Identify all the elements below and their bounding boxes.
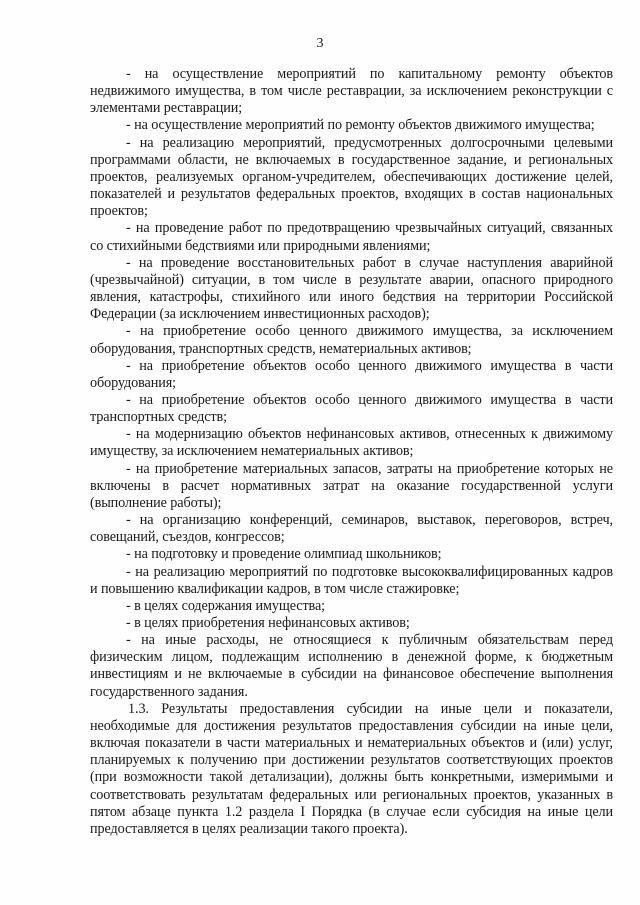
list-item-nonfinancial-assets: - в целях приобретения нефинансовых активов; — [126, 615, 410, 631]
list-item-emergency-prevention: - на проведение работ по предотвращению чрезвычайных ситуаций, связанных со стихийными бедствиями или природными явлениями; — [90, 220, 613, 254]
list-item-movable-repair: - на осуществление мероприятий по ремонту объектов движимого имущества; — [126, 117, 595, 134]
list-item-conferences: - на организацию конференций, семинаров, выставок, переговоров, встреч, совещаний, съездов, конгрессов; — [90, 512, 613, 546]
list-item-other-expenses: - на иные расходы, не относящиеся к публичным обязательствам перед физическим лицом, подлежащим исполнению в денежной форме, к бюджетным инвестициям и не включаемые в субсидии на финансовое обеспечение выполнения государственного задания. — [90, 632, 613, 700]
section-1-3-paragraph: 1.3. Результаты предоставления субсидии на иные цели и показатели, необходимые для достижения результатов предоставления субсидии на иные цели, включая показатели в части материальных и нематериальных объектов и (или) услуг, планируемых к получению при достижении результатов соответствующих проектов (при возможности такой детализации), должны быть конкретными, измеримыми и соответствовать результатам федеральных или региональных проектов, указанных в пятом абзаце пункта 1.2 раздела I Порядка (в случае если субсидия на иные цели предоставляется в целях реализации такого проекта). — [90, 700, 613, 837]
list-item-olympiads: - на подготовку и проведение олимпиад школьников; — [126, 546, 442, 563]
list-item-staff-training: - на реализацию мероприятий по подготовке высококвалифицированных кадров и повышению квалификации кадров, в том числе стажировке; — [90, 563, 613, 597]
list-item-capital-repair: - на осуществление мероприятий по капитальному ремонту объектов недвижимого имущества, в том числе реставрации, за исключением реконструкции с элементами реставрации; — [90, 66, 613, 117]
list-item-restoration-works: - на проведение восстановительных работ в случае наступления аварийной (чрезвычайной) ситуации, в том числе в результате аварии, опасного природного явления, катастрофы, стихийного или иного бедствия на территории Российской Федерации (за исключением инвестиционных расходов); — [90, 254, 613, 323]
list-item-vehicles: - на приобретение объектов особо ценного движимого имущества в части транспортных средств; — [90, 391, 613, 426]
document-body — [90, 66, 613, 838]
list-item-valuable-property: - на приобретение особо ценного движимого имущества, за исключением оборудования, транспортных средств, нематериальных активов; — [90, 323, 613, 357]
list-item-material-stocks: - на приобретение материальных запасов, затраты на приобретение которых не включены в расчет нормативных затрат на оказание государственной услуги (выполнение работы); — [90, 460, 613, 511]
list-item-modernization: - на модернизацию объектов нефинансовых активов, отнесенных к движимому имуществу, за исключением нематериальных активов; — [90, 426, 613, 460]
page-number: 3 — [316, 36, 324, 51]
list-item-target-programs: - на реализацию мероприятий, предусмотренных долгосрочными целевыми программами области, не включаемых в государственное задание, и региональных проектов, реализуемых органом-учредителем, обеспечивающих достижение целей, показателей и результатов федеральных проектов, входящих в состав национальных проектов; — [90, 134, 613, 220]
list-item-equipment: - на приобретение объектов особо ценного движимого имущества в части оборудования; — [90, 357, 613, 391]
list-item-property-maintenance: - в целях содержания имущества; — [126, 597, 325, 614]
